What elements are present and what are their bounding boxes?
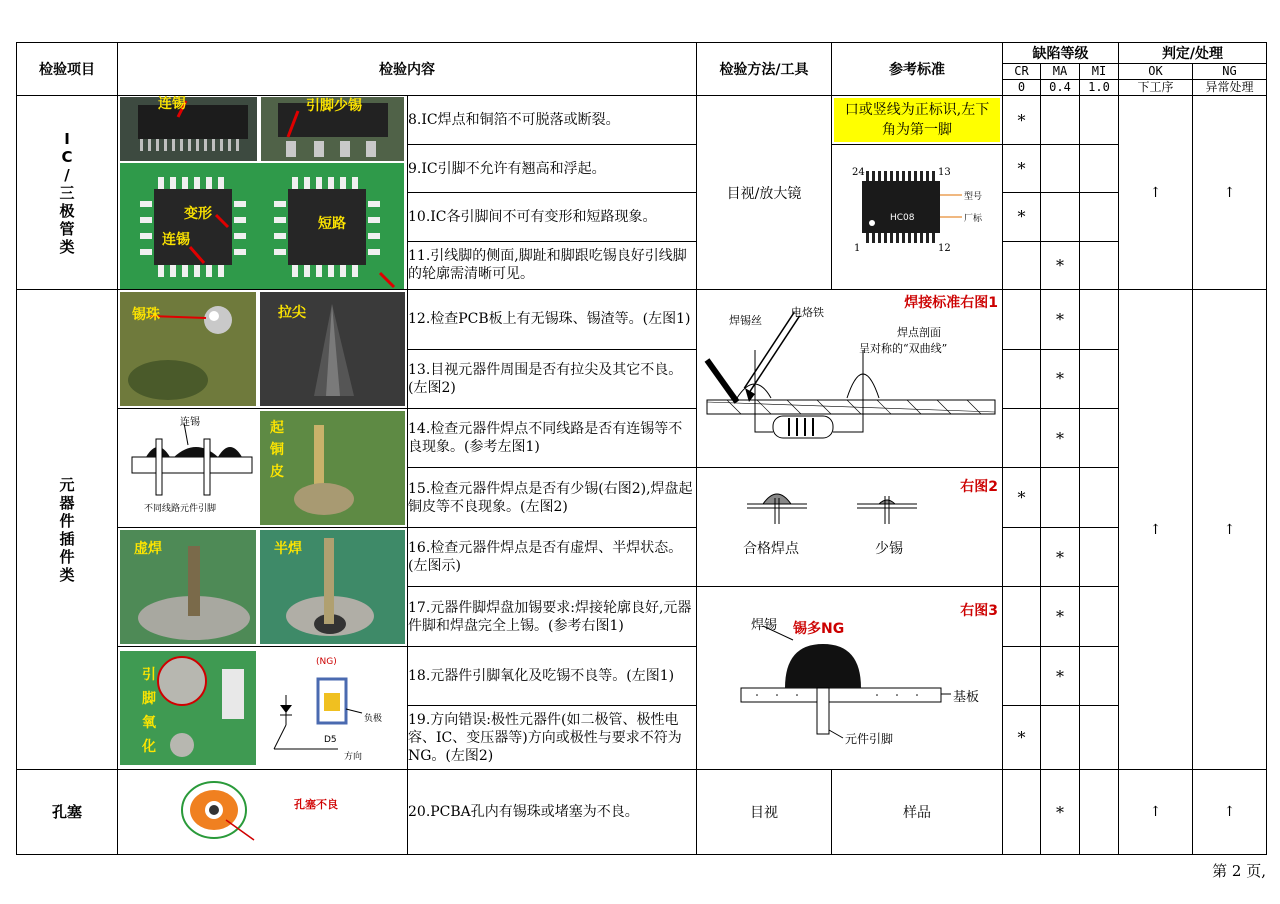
fig3-excess-label: 锡多NG (793, 620, 845, 637)
ic-label-less-solder: 引脚少锡 (306, 97, 362, 114)
ic-ng: ↑ (1193, 96, 1267, 290)
ng-action: 异常处理 (1193, 80, 1267, 96)
fig3-board-label: 基板 (953, 689, 980, 705)
label-cold-solder: 虚焊 (134, 541, 162, 557)
item-20-ma: * (1041, 770, 1080, 855)
label-half-solder: 半焊 (274, 541, 302, 557)
header-defect-level: 缺陷等级 (1003, 43, 1119, 64)
item-19-ma (1041, 706, 1080, 770)
item-18-cr (1003, 647, 1041, 706)
page-number: 第 2 页, (1212, 862, 1266, 880)
ic-label-bridge-top: 连锡 (158, 95, 186, 112)
weight-mi: 1.0 (1080, 80, 1119, 96)
item-12-mi (1080, 290, 1119, 350)
item-14-text: 14.检查元器件焊点不同线路是否有连锡等不良现象。(参考左图1) (408, 409, 697, 468)
ic-label-bridge: 连锡 (162, 231, 190, 248)
item-9-text: 9.IC引脚不允许有翘高和浮起。 (408, 145, 697, 193)
item-9-cr: * (1003, 145, 1041, 193)
item-8-cr: * (1003, 96, 1041, 145)
fig2-good-label: 合格焊点 (743, 541, 799, 557)
header-mi: MI (1080, 64, 1119, 80)
chip-pin-1: 1 (854, 243, 861, 254)
photo-bridge-copper (118, 409, 408, 528)
fig2-solder-amount (697, 468, 1003, 587)
label-d5: D5 (324, 735, 337, 745)
header-ng: NG (1193, 64, 1267, 80)
item-13-ma: * (1041, 349, 1080, 409)
item-16-cr (1003, 528, 1041, 587)
weight-ma: 0.4 (1041, 80, 1080, 96)
item-12-cr (1003, 290, 1041, 350)
item-20-mi (1080, 770, 1119, 855)
label-negative: 负极 (364, 714, 383, 724)
chip-pin-12: 12 (938, 243, 951, 254)
photo-hole-plug (118, 770, 408, 855)
fig3-excess-solder (697, 587, 1003, 770)
header-cr: CR (1003, 64, 1041, 80)
label-pin-oxide: 引 脚 氧 化 (142, 667, 156, 755)
photo-oxide-direction-image (118, 649, 407, 767)
fig3-lead-label: 元件引脚 (845, 731, 894, 746)
label-bridge-diagram: 连锡 (180, 417, 200, 428)
ic-standard-note-cell (832, 96, 1003, 145)
chip-pin-13: 13 (938, 167, 951, 178)
label-ng-tag: (NG) (316, 657, 337, 667)
item-13-text: 13.目视元器件周围是否有拉尖及其它不良。(左图2) (408, 349, 697, 409)
item-14-cr (1003, 409, 1041, 468)
fig2-less-label: 少锡 (875, 541, 903, 557)
item-13-mi (1080, 349, 1119, 409)
label-copper-lift: 起 铜 皮 (270, 420, 284, 480)
ic-standard-note: 口或竖线为正标识,左下角为第一脚 (834, 98, 1000, 142)
photo-cold-half (118, 528, 408, 647)
photo-oxide-direction (118, 647, 408, 770)
item-17-cr (1003, 587, 1041, 647)
header-standard: 参考标准 (832, 43, 1003, 96)
item-9-mi (1080, 145, 1119, 193)
item-11-ma: * (1041, 241, 1080, 289)
ic-label-deform: 变形 (184, 205, 212, 222)
ic-method: 目视/放大镜 (697, 96, 832, 290)
item-15-ma (1041, 468, 1080, 528)
header-judge: 判定/处理 (1119, 43, 1267, 64)
chip-pin-24: 24 (852, 167, 865, 178)
fig2-drawing (697, 468, 1002, 586)
header-ma: MA (1041, 64, 1080, 80)
photo-ball-tip-image (118, 290, 407, 408)
item-20-cr (1003, 770, 1041, 855)
hole-method: 目视 (697, 770, 832, 855)
ic-photo-image (118, 97, 407, 289)
label-solder-tip: 拉尖 (278, 305, 306, 321)
item-14-ma: * (1041, 409, 1080, 468)
hole-ok: ↑ (1119, 770, 1193, 855)
chip-model-label: 型号 (964, 192, 983, 202)
fig3-solder-label: 焊锡 (751, 617, 778, 633)
header-content: 检验内容 (118, 43, 697, 96)
comp-ok: ↑ (1119, 290, 1193, 770)
item-18-text: 18.元器件引脚氧化及吃锡不良等。(左图1) (408, 647, 697, 706)
ok-action: 下工序 (1119, 80, 1193, 96)
item-20-text: 20.PCBA孔内有锡珠或堵塞为不良。 (408, 770, 697, 855)
fig1-wire-label: 焊锡丝 (729, 314, 762, 327)
weight-cr: 0 (1003, 80, 1041, 96)
photo-hole-plug-image (118, 770, 407, 854)
label-solder-ball: 锡珠 (132, 307, 160, 323)
item-15-text: 15.检查元器件焊点是否有少锡(右图2),焊盘起铜皮等不良现象。(左图2) (408, 468, 697, 528)
category-component: 元 器 件 插 件 类 (17, 290, 118, 770)
item-11-mi (1080, 241, 1119, 289)
ic-chip-diagram (832, 145, 1003, 290)
inspection-table (16, 42, 1267, 855)
label-diagram-caption: 不同线路元件引脚 (144, 504, 217, 514)
item-19-text: 19.方向错误:极性元器件(如二极管、极性电容、IC、变压器等)方向或极性与要求不符为NG。(左图2) (408, 706, 697, 770)
item-16-ma: * (1041, 528, 1080, 587)
item-11-text: 11.引线脚的侧面,脚趾和脚跟吃锡良好引线脚的轮廓需清晰可见。 (408, 241, 697, 289)
item-19-mi (1080, 706, 1119, 770)
header-method: 检验方法/工具 (697, 43, 832, 96)
item-17-ma: * (1041, 587, 1080, 647)
fig1-section-label: 焊点剖面 (897, 326, 941, 339)
chip-code: HC08 (890, 213, 915, 223)
header-ok: OK (1119, 64, 1193, 80)
item-10-cr: * (1003, 193, 1041, 241)
hole-standard: 样品 (832, 770, 1003, 855)
item-14-mi (1080, 409, 1119, 468)
item-18-mi (1080, 647, 1119, 706)
ic-label-short: 短路 (318, 215, 346, 232)
header-item: 检验项目 (17, 43, 118, 96)
item-11-cr (1003, 241, 1041, 289)
fig2-title: 右图2 (960, 479, 998, 495)
item-12-text: 12.检查PCB板上有无锡珠、锡渣等。(左图1) (408, 290, 697, 350)
item-15-mi (1080, 468, 1119, 528)
item-9-ma (1041, 145, 1080, 193)
item-8-text: 8.IC焊点和铜箔不可脱落或断裂。 (408, 96, 697, 145)
chip-maker-label: 厂标 (964, 214, 983, 224)
item-10-text: 10.IC各引脚间不可有变形和短路现象。 (408, 193, 697, 241)
label-direction: 方向 (344, 752, 363, 762)
item-10-mi (1080, 193, 1119, 241)
item-8-mi (1080, 96, 1119, 145)
item-18-ma: * (1041, 647, 1080, 706)
item-13-cr (1003, 349, 1041, 409)
hole-ng: ↑ (1193, 770, 1267, 855)
category-ic: I C / 三 极 管 类 (17, 96, 118, 290)
item-8-ma (1041, 96, 1080, 145)
fig1-curve-label: 呈对称的“双曲线” (859, 342, 948, 355)
item-10-ma (1041, 193, 1080, 241)
item-15-cr: * (1003, 468, 1041, 528)
photo-ball-tip (118, 290, 408, 409)
label-hole-plug: 孔塞不良 (294, 798, 338, 811)
item-12-ma: * (1041, 290, 1080, 350)
comp-ng: ↑ (1193, 290, 1267, 770)
fig3-title: 右图3 (960, 602, 998, 619)
category-hole: 孔塞 (17, 770, 118, 855)
fig1-solder-standard (697, 290, 1003, 468)
item-17-mi (1080, 587, 1119, 647)
item-16-mi (1080, 528, 1119, 587)
fig1-title: 焊接标准右图1 (904, 295, 998, 311)
item-17-text: 17.元器件脚焊盘加锡要求:焊接轮廓良好,元器件脚和焊盘完全上锡。(参考右图1) (408, 587, 697, 647)
ic-ok: ↑ (1119, 96, 1193, 290)
item-19-cr: * (1003, 706, 1041, 770)
fig1-iron-label: 电烙铁 (791, 306, 824, 319)
item-16-text: 16.检查元器件焊点是否有虚焊、半焊状态。(左图示) (408, 528, 697, 587)
ic-photos (118, 96, 408, 290)
